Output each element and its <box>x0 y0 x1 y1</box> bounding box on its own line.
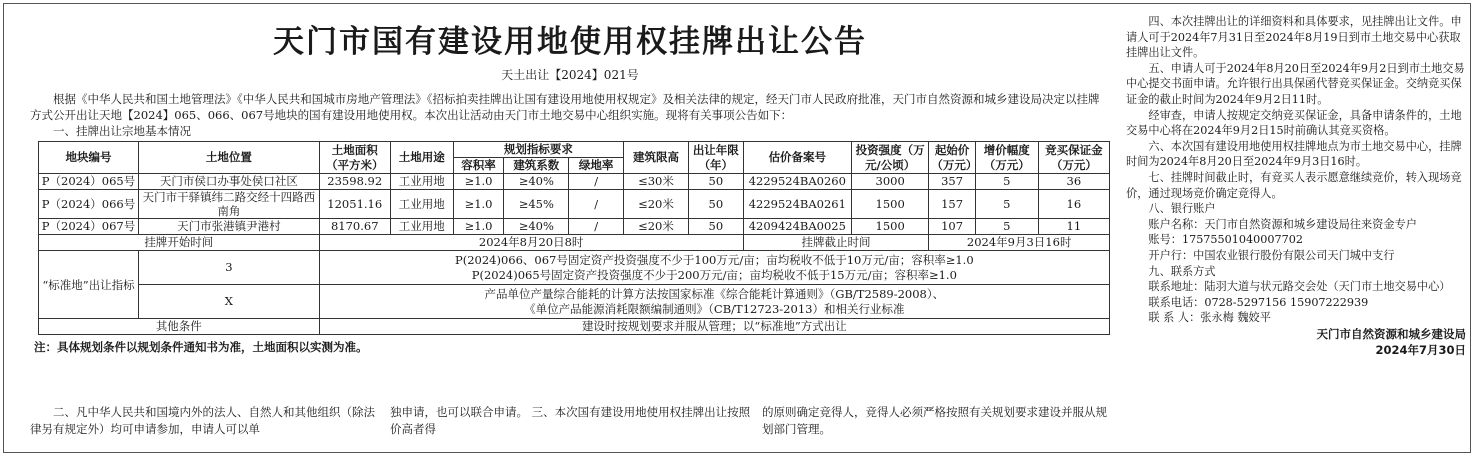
cell-far: ≥1.0 <box>453 219 504 235</box>
contact-address: 联系地址：陆羽大道与状元路交会处（天门市土地交易中心） <box>1148 280 1451 294</box>
other-conditions-value: 建设时按规划要求并服从管理；以“标准地”方式出让 <box>319 319 1109 335</box>
cell-record: 4229524BA0260 <box>743 174 851 190</box>
standard-land-x-line1: 产品单位产量综合能耗的计算方法按国家标准《综合能耗计算通则》（GB/T2589-2008）、 <box>484 286 945 301</box>
cell-green: / <box>569 219 624 235</box>
page-title: 天门市国有建设用地使用权挂牌出让公告 <box>273 24 867 60</box>
cell-far: ≥1.0 <box>453 174 504 190</box>
intro-paragraph: 根据《中华人民共和国土地管理法》《中华人民共和国城市房地产管理法》《招标拍卖挂牌出让国有建设用地使用权规定》及相关法律的规定，经天门市人民政府批准，天门市自然资源和城乡建设局决定以挂牌方式公开出让天地【2024】065、066、067号地块的国有建设用地使用权。本次出让活动由天门市土地交易中心组织实施。现将有关事项公告如下： <box>30 92 1100 122</box>
header-increment: 增价幅度（万元） <box>975 142 1038 174</box>
cell-increment: 5 <box>975 174 1038 190</box>
cell-area: 23598.92 <box>319 174 390 190</box>
cell-term: 50 <box>688 174 743 190</box>
other-conditions-row <box>39 319 1110 335</box>
cell-location: 天门市张港镇尹港村 <box>139 219 320 235</box>
cell-invest: 1500 <box>851 219 928 235</box>
other-conditions-label: 其他条件 <box>39 319 320 335</box>
header-record: 估价备案号 <box>743 142 851 174</box>
section-heading: 一、挂牌出让宗地基本情况 <box>53 124 191 138</box>
section-4: 四、本次挂牌出让的详细资料和具体要求，见挂牌出让文件。申请人可于2024年7月31日至2024年8月19日到市土地交易中心获取挂牌出让文件。 <box>1126 15 1462 60</box>
section-5-review: 经审查，申请人按规定交纳竞买保证金，具备申请条件的，土地交易中心将在2024年9月2日15时前确认其竞买资格。 <box>1126 108 1462 138</box>
issuing-organization: 天门市自然资源和城乡建设局 <box>1316 326 1466 341</box>
header-location: 土地位置 <box>139 142 320 174</box>
header-use: 土地用途 <box>390 142 453 174</box>
standard-land-row <box>39 251 1110 285</box>
cell-height: ≤20米 <box>623 219 688 235</box>
header-density: 建筑系数 <box>504 158 569 174</box>
standard-land-3: 3 <box>139 251 320 285</box>
cell-use: 工业用地 <box>390 190 453 219</box>
cell-area: 12051.16 <box>319 190 390 219</box>
account-number: 账号：17575501040007702 <box>1148 233 1303 247</box>
cell-deposit: 11 <box>1038 219 1109 235</box>
parcel-table <box>38 141 1110 335</box>
cell-record: 4209424BA0025 <box>743 219 851 235</box>
header-deposit: 竞买保证金（万元） <box>1038 142 1109 174</box>
standard-land-label: “标准地”出让指标 <box>39 251 139 319</box>
bottom-column-1: 二、凡中华人民共和国境内外的法人、自然人和其他组织（除法律另有规定外）均可申请参加，申请人可以单 <box>30 405 375 436</box>
header-start-price: 起始价（万元） <box>929 142 975 174</box>
cell-use: 工业用地 <box>390 174 453 190</box>
cell-far: ≥1.0 <box>453 190 504 219</box>
table-row <box>39 190 1110 219</box>
table-row <box>39 219 1110 235</box>
bottom-column-2: 独申请，也可以联合申请。 三、本次国有建设用地使用权挂牌出让按照价高者得 <box>390 405 751 436</box>
cell-start-price: 107 <box>929 219 975 235</box>
cell-increment: 5 <box>975 219 1038 235</box>
cell-density: ≥40% <box>504 219 569 235</box>
header-parcel: 地块编号 <box>39 142 139 174</box>
cell-density: ≥45% <box>504 190 569 219</box>
notice-main <box>30 8 1110 355</box>
standard-land-x-text <box>319 285 1109 319</box>
standard-land-row <box>39 285 1110 319</box>
contact-phone: 联系电话：0728-5297156 15907222939 <box>1148 295 1369 309</box>
cell-parcel: P（2024）066号 <box>39 190 139 219</box>
header-invest: 投资强度（万元/公顷） <box>851 142 928 174</box>
listing-start-value: 2024年8月20日8时 <box>319 235 743 251</box>
standard-land-3-text <box>319 251 1109 285</box>
bottom-column-3: 的原则确定竞得人，竞得人必须严格按照有关规划要求建设并服从规划部门管理。 <box>762 405 1107 436</box>
cell-area: 8170.67 <box>319 219 390 235</box>
header-term: 出让年限（年） <box>688 142 743 174</box>
cell-term: 50 <box>688 190 743 219</box>
account-name: 账户名称：天门市自然资源和城乡建设局往来资金专户 <box>1148 217 1417 231</box>
section-5: 五、申请人可于2024年8月20日至2024年9月2日到市土地交易中心提交书面申请。允许银行出具保函代替竞买保证金。交纳竞买保证金的截止时间为2024年9月2日11时。 <box>1126 61 1465 106</box>
header-height: 建筑限高 <box>623 142 688 174</box>
document-number: 天土出让【2024】021号 <box>501 68 639 82</box>
header-planning: 规划指标要求 <box>453 142 623 158</box>
cell-green: / <box>569 190 624 219</box>
cell-invest: 1500 <box>851 190 928 219</box>
notice-right-column <box>1126 14 1466 358</box>
table-row <box>39 174 1110 190</box>
listing-start-label: 挂牌开始时间 <box>39 235 320 251</box>
listing-end-value: 2024年9月3日16时 <box>929 235 1110 251</box>
header-green: 绿地率 <box>569 158 624 174</box>
bank-name: 开户行：中国农业银行股份有限公司天门城中支行 <box>1148 248 1395 262</box>
standard-land-3-line2: P(2024)065号固定资产投资强度不少于200万元/亩；亩均税收不低于15万元/亩；容积率≥1.0 <box>471 267 957 282</box>
table-note: 注：具体规划条件以规划条件通知书为准，土地面积以实测为准。 <box>34 340 368 354</box>
cell-location: 天门市干驿镇纬二路交经十四路西南角 <box>139 190 320 219</box>
cell-increment: 5 <box>975 190 1038 219</box>
header-area: 土地面积（平方米） <box>319 142 390 174</box>
cell-term: 50 <box>688 219 743 235</box>
header-far: 容积率 <box>453 158 504 174</box>
section-6: 六、本次国有建设用地使用权挂牌地点为市土地交易中心，挂牌时间为2024年8月20日至2024年9月3日16时。 <box>1126 139 1462 169</box>
section-9: 九、联系方式 <box>1148 264 1216 278</box>
listing-end-label: 挂牌截止时间 <box>743 235 929 251</box>
contact-person: 联 系 人：张永梅 魏姣平 <box>1148 311 1271 325</box>
section-8: 八、银行账户 <box>1148 202 1216 216</box>
cell-density: ≥40% <box>504 174 569 190</box>
standard-land-3-line1: P(2024)066、067号固定资产投资强度不少于100万元/亩；亩均税收不低于10万元/亩；容积率≥1.0 <box>455 252 974 267</box>
cell-parcel: P（2024）065号 <box>39 174 139 190</box>
cell-deposit: 16 <box>1038 190 1109 219</box>
cell-parcel: P（2024）067号 <box>39 219 139 235</box>
cell-deposit: 36 <box>1038 174 1109 190</box>
standard-land-x-line2: 《单位产品能源消耗限额编制通则》（CB/T12723-2013）和相关行业标准 <box>524 301 905 316</box>
section-7: 七、挂牌时间截止时，有竞买人表示愿意继续竞价，转入现场竞价，通过现场竞价确定竞得人。 <box>1126 170 1462 200</box>
cell-invest: 3000 <box>851 174 928 190</box>
standard-land-x: X <box>139 285 320 319</box>
issue-date: 2024年7月30日 <box>1375 342 1466 357</box>
listing-time-row <box>39 235 1110 251</box>
cell-green: / <box>569 174 624 190</box>
cell-height: ≤20米 <box>623 190 688 219</box>
cell-height: ≤30米 <box>623 174 688 190</box>
cell-start-price: 157 <box>929 190 975 219</box>
cell-record: 4229524BA0261 <box>743 190 851 219</box>
cell-use: 工业用地 <box>390 219 453 235</box>
cell-start-price: 357 <box>929 174 975 190</box>
cell-location: 天门市侯口办事处侯口社区 <box>139 174 320 190</box>
